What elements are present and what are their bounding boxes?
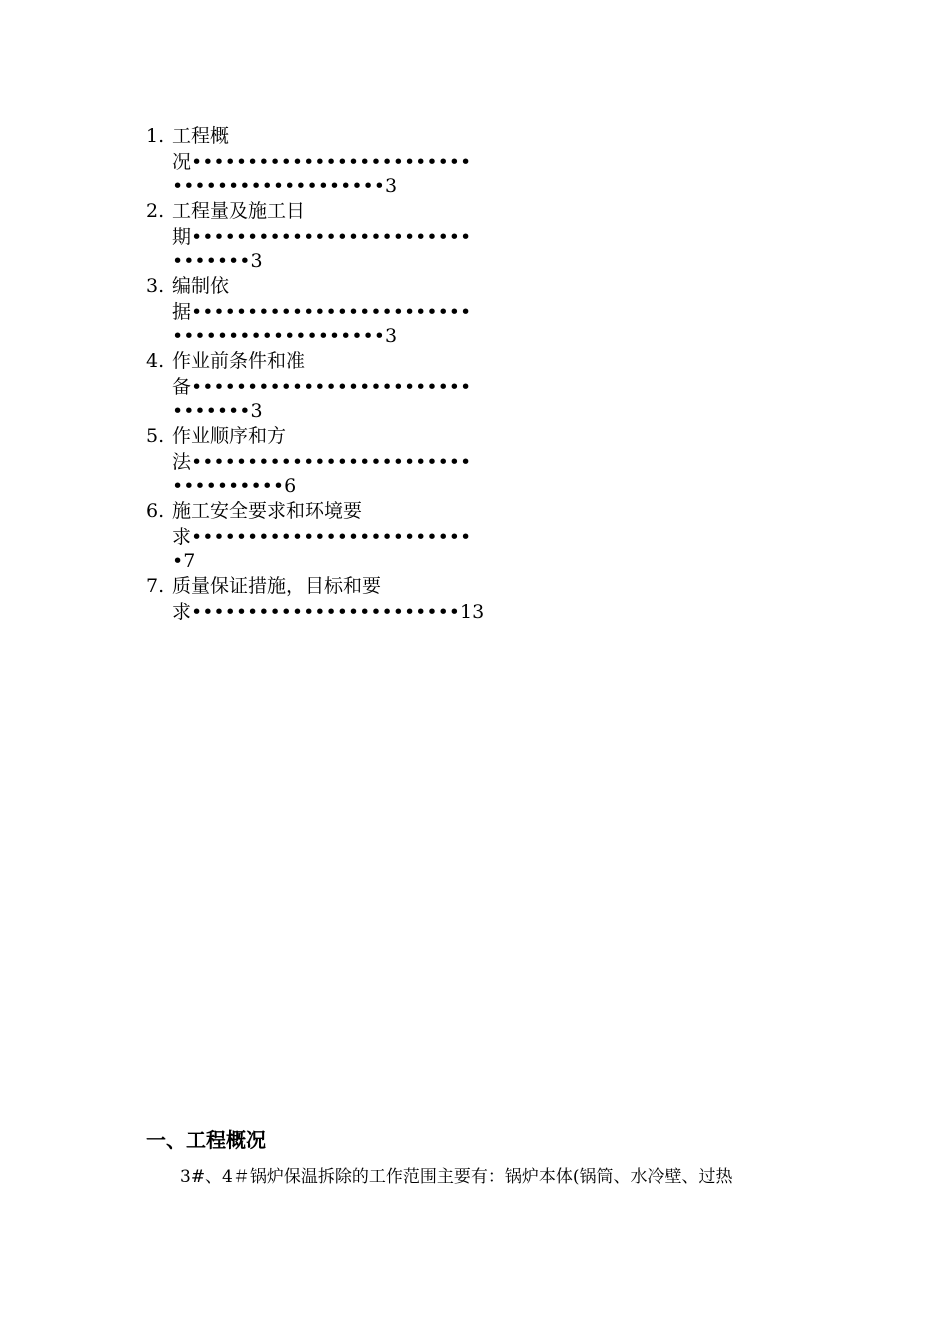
toc-leader-dots: •: [172, 550, 184, 572]
toc-entry-number: 4.: [146, 350, 165, 372]
toc-entry-title: [146, 274, 806, 298]
toc-entry-label: 编制依: [172, 275, 230, 297]
toc-entry-label: 作业顺序和方: [172, 425, 287, 447]
toc-leader-dots: ••••••••••••••••••••••••: [191, 601, 460, 623]
toc-entry-page-line: [172, 399, 806, 423]
section-paragraph: 3#、4＃锅炉保温拆除的工作范围主要有：锅炉本体(锅筒、水冷壁、过热: [180, 1167, 733, 1187]
toc-leader-dots: •••••••: [172, 250, 251, 272]
toc-page-number: 3: [250, 400, 263, 422]
toc-entry-label-cont: 期: [172, 226, 192, 248]
toc-leader-dots: •••••••••••••••••••••••••: [191, 526, 472, 548]
toc-leader-dots: •••••••••••••••••••••••••: [191, 376, 472, 398]
toc-page-number: 6: [284, 475, 297, 497]
toc-entry-title: [146, 199, 806, 223]
toc-page-number: 7: [183, 550, 196, 572]
toc-entry-label-cont: 据: [172, 301, 192, 323]
toc-entry-title: [146, 574, 806, 598]
toc-entry-page-line: [172, 549, 806, 573]
toc-page-number: 3: [384, 325, 398, 347]
toc-leader-dots: •••••••••••••••••••••••••: [191, 451, 472, 473]
toc-entry-page-line: [172, 174, 806, 198]
section-heading: 一、工程概况: [146, 1128, 266, 1152]
toc-entry-label-cont: 备: [172, 376, 192, 398]
toc-entry-leader-line: [172, 375, 806, 399]
toc-entry-page-line: [172, 474, 806, 498]
toc-entry-title: [146, 124, 806, 148]
toc-entry-label: 作业前条件和准: [172, 350, 306, 372]
toc-entry-leader-line: [172, 450, 806, 474]
toc-leader-dots: •••••••••••••••••••: [172, 175, 385, 197]
toc-leader-dots: •••••••••••••••••••••••••: [191, 151, 472, 173]
toc-page-number: 13: [459, 601, 485, 623]
toc-entry-label-cont: 法: [172, 451, 192, 473]
toc-entry-number: 7.: [146, 575, 165, 597]
toc-entry-number: 1.: [146, 125, 165, 147]
toc-entry-title: [146, 424, 806, 448]
toc-entry-number: 2.: [146, 200, 165, 222]
toc-entry-number: 3.: [146, 275, 165, 297]
toc-leader-dots: ••••••••••: [172, 475, 285, 497]
toc-entry-label-cont: 况: [172, 151, 192, 173]
toc-entry-leader-line: [172, 225, 806, 249]
toc-leader-dots: •••••••: [172, 400, 251, 422]
toc-leader-dots: •••••••••••••••••••••••••: [191, 301, 472, 323]
toc-entry-number: 5.: [146, 425, 165, 447]
toc-entry-page-line: [172, 249, 806, 273]
toc-entry-label-cont: 求: [172, 601, 192, 623]
toc-entry-title: [146, 349, 806, 373]
toc-entry-page-line: [172, 324, 806, 348]
toc-entry-label: 质量保证措施，目标和要: [172, 575, 382, 597]
toc-entry-title: [146, 499, 806, 523]
toc-entry-leader-line: [172, 300, 806, 324]
toc-entry-label: 施工安全要求和环境要: [172, 500, 363, 522]
toc-entry-leader-line: [172, 525, 806, 549]
toc-entry-label: 工程量及施工日: [172, 200, 306, 222]
toc-entry-number: 6.: [146, 500, 165, 522]
toc-entry-leader-line: [172, 150, 806, 174]
toc-leader-dots: •••••••••••••••••••••••••: [191, 226, 472, 248]
toc-page-number: 3: [250, 250, 263, 272]
toc-entry-label: 工程概: [172, 125, 230, 147]
toc-page-number: 3: [384, 175, 398, 197]
toc-leader-dots: •••••••••••••••••••: [172, 325, 385, 347]
toc-entry-leader-line: [172, 600, 806, 624]
toc-entry-label-cont: 求: [172, 526, 192, 548]
